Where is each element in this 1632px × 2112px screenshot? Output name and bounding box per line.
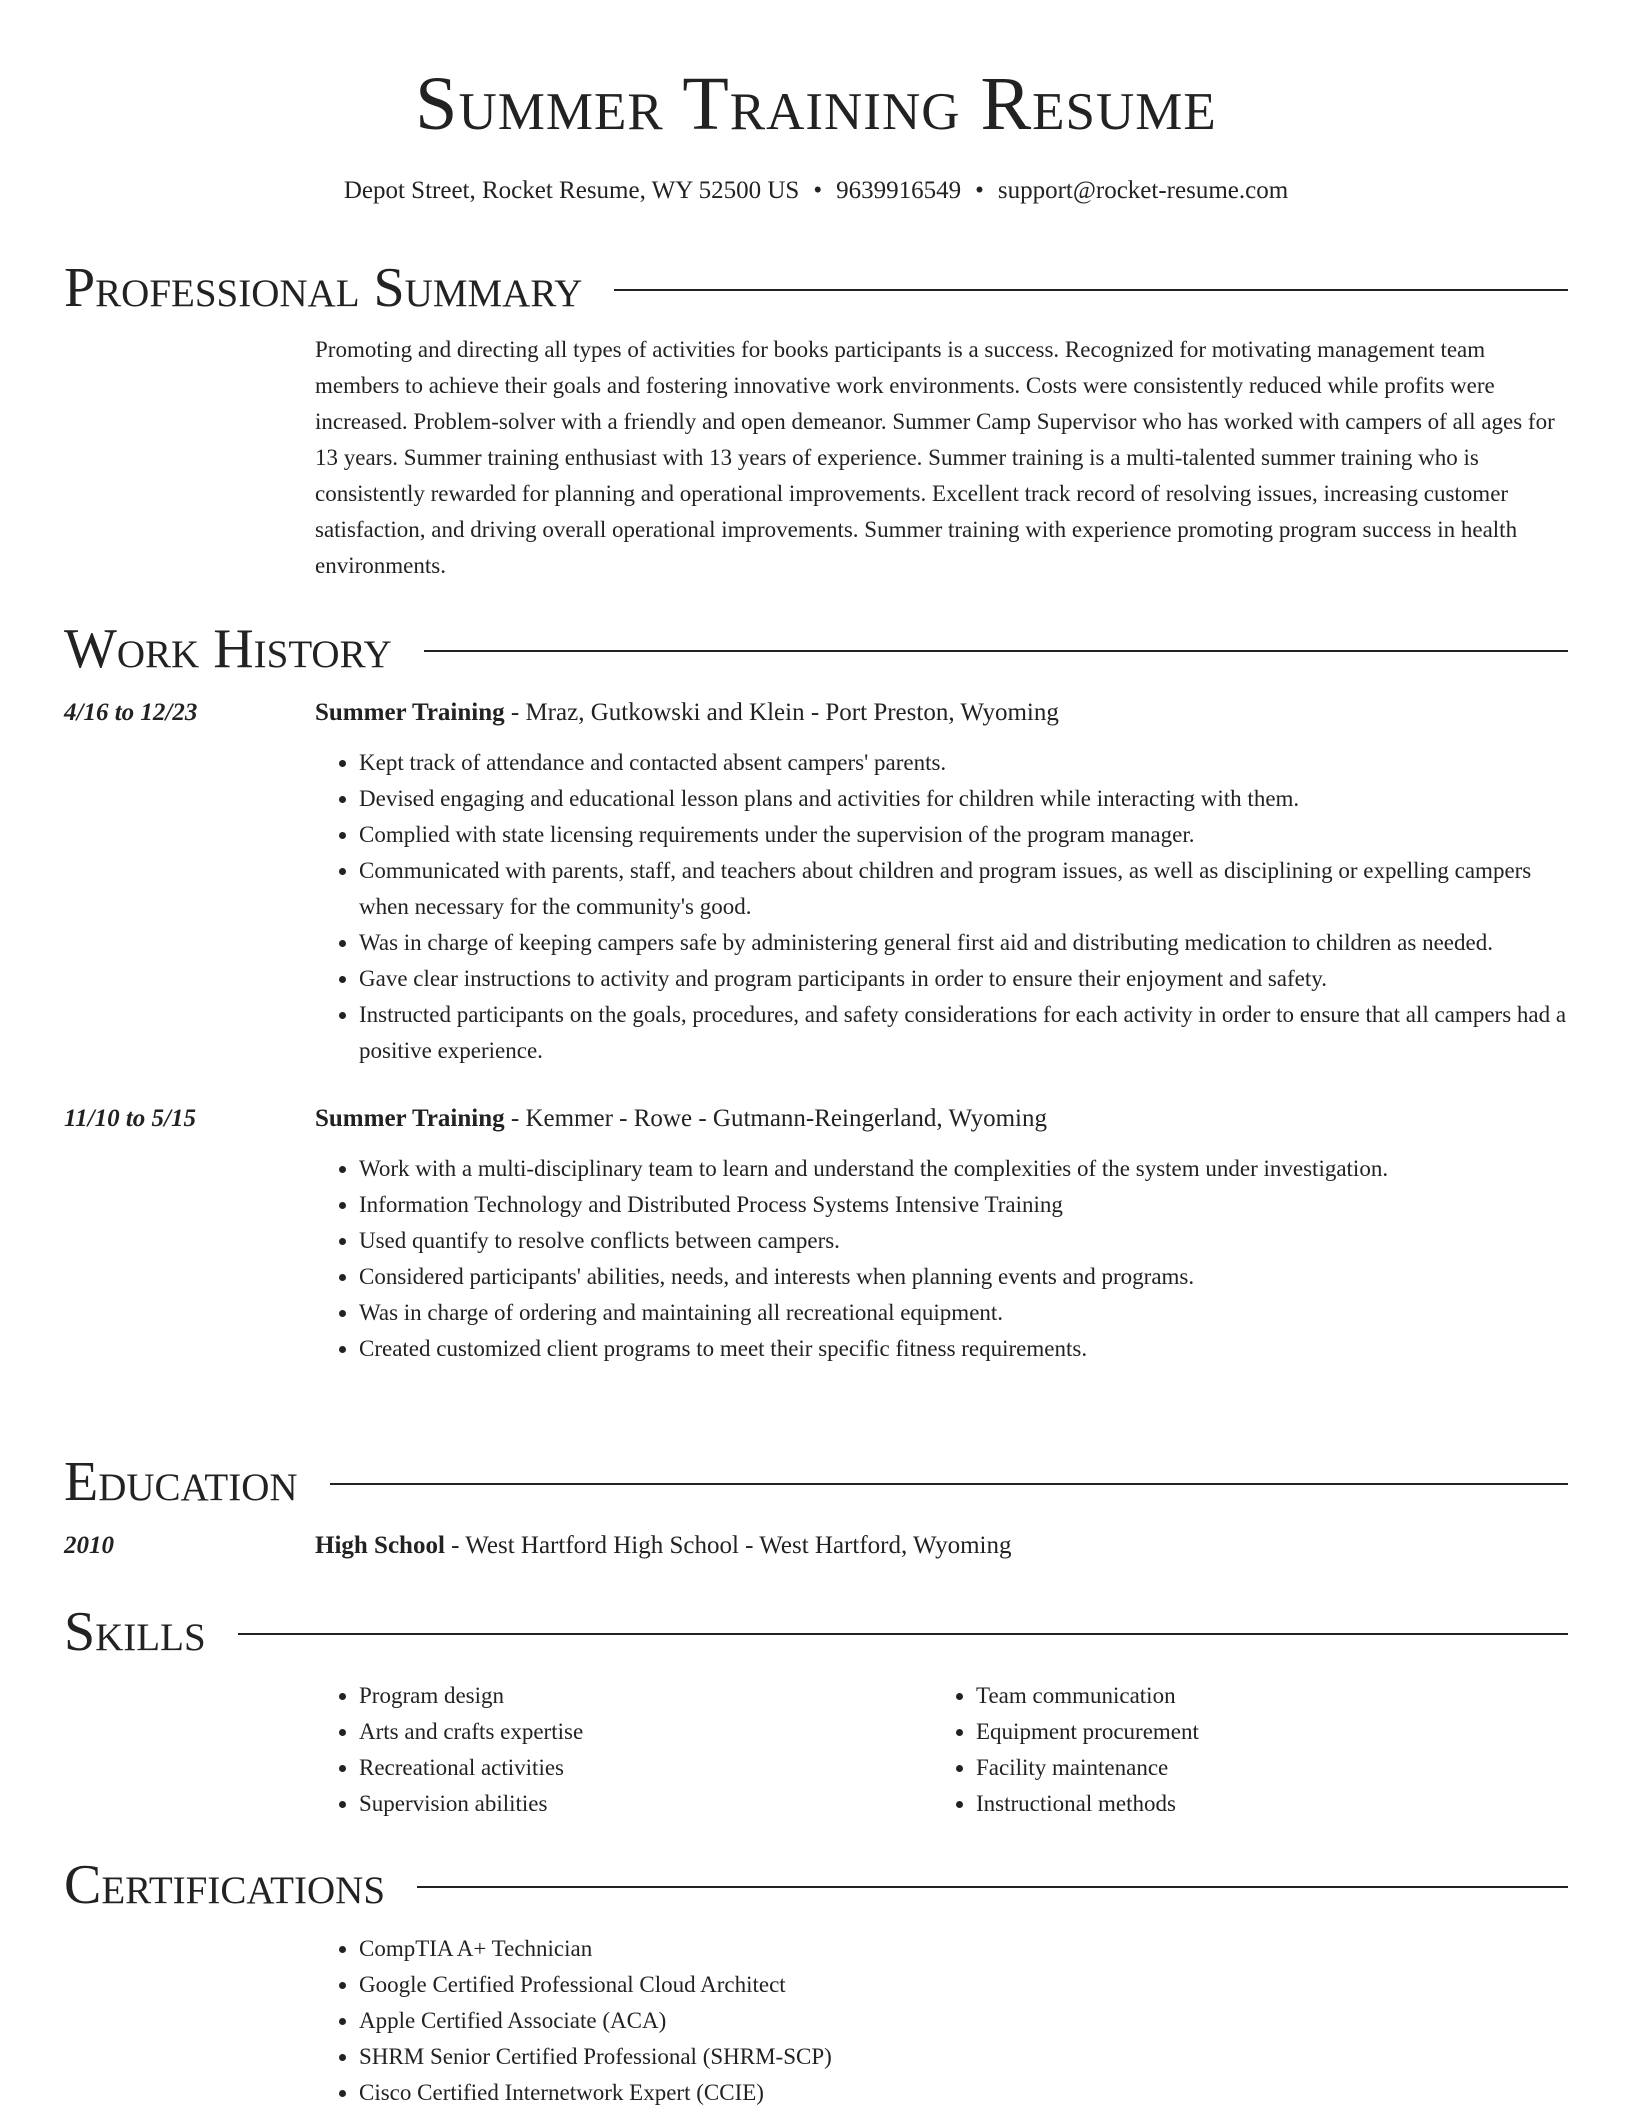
job-role: Summer Training xyxy=(315,1105,505,1132)
list-item: • Program design xyxy=(359,1678,932,1714)
list-item: • CompTIA A+ Technician xyxy=(359,1931,1568,1967)
list-item: • Created customized client programs to meet their specific fitness requirements. xyxy=(359,1331,1568,1367)
summary-heading-row xyxy=(64,256,1568,320)
list-item: • Complied with state licensing requirements under the supervision of the program manager. xyxy=(359,817,1568,853)
education-heading: Education xyxy=(64,1451,298,1513)
list-item: • Apple Certified Associate (ACA) xyxy=(359,2003,1568,2039)
skills-list-left xyxy=(315,1678,932,1822)
list-item: • SHRM Senior Certified Professional (SHRM-SCP) xyxy=(359,2039,1568,2075)
education-heading-line xyxy=(315,1528,1568,1564)
list-item: • Equipment procurement xyxy=(976,1714,1549,1750)
list-item: • Considered participants' abilities, needs, and interests when planning events and programs. xyxy=(359,1259,1568,1295)
section-divider xyxy=(424,650,1568,652)
section-divider xyxy=(614,289,1568,291)
skills-heading-row xyxy=(64,1600,1568,1664)
education-details: - West Hartford High School - West Hartford, Wyoming xyxy=(444,1532,1012,1559)
summary-text: Promoting and directing all types of activities for books participants is a success. Recognized for motivating management team members to achieve their goals and fostering innovative work environments. Costs were consistently reduced while profits were increased. Problem-solver with a friendly and open demeanor. Summer Camp Supervisor who has worked with campers of all ages for 13 years. Summer training enthusiast with 13 years of experience. Summer training is a multi-talented summer training who is consistently rewarded for planning and operational improvements. Excellent track record of resolving issues, increasing customer satisfaction, and driving overall operational improvements. Summer training with experience promoting program success in health environments. xyxy=(315,337,1555,578)
skills-grid xyxy=(315,1678,1568,1822)
education-section xyxy=(64,1450,1568,1564)
list-item: • Instructed participants on the goals, procedures, and safety considerations for each activity in order to ensure that all campers had a positive experience. xyxy=(359,997,1568,1069)
skills-section xyxy=(64,1600,1568,1822)
list-item: • Instructional methods xyxy=(976,1786,1549,1822)
list-item: • Team communication xyxy=(976,1678,1549,1714)
education-entry xyxy=(64,1528,1568,1564)
certifications-heading-row xyxy=(64,1853,1568,1917)
list-item: • Was in charge of keeping campers safe by administering general first aid and distributing medication to children as needed. xyxy=(359,925,1568,961)
job-date: 4/16 to 12/23 xyxy=(64,699,198,726)
list-item: • Google Certified Professional Cloud Architect xyxy=(359,1967,1568,2003)
contact-line xyxy=(0,173,1632,209)
certifications-heading: Certifications xyxy=(64,1854,386,1916)
contact-separator: • xyxy=(813,177,823,204)
job-heading xyxy=(315,695,1568,731)
certifications-list xyxy=(315,1931,1568,2111)
list-item: • Communicated with parents, staff, and teachers about children and program issues, as well as disciplining or expelling campers when necessary for the community's good. xyxy=(359,853,1568,925)
job-heading xyxy=(315,1101,1568,1137)
contact-email[interactable]: support@rocket-resume.com xyxy=(997,177,1289,204)
education-date: 2010 xyxy=(64,1532,114,1559)
list-item: • Information Technology and Distributed Process Systems Intensive Training xyxy=(359,1187,1568,1223)
certifications-section xyxy=(64,1853,1568,2111)
education-heading-row xyxy=(64,1450,1568,1514)
contact-separator: • xyxy=(975,177,984,204)
job-bullets xyxy=(315,745,1568,1069)
list-item: • Recreational activities xyxy=(359,1750,932,1786)
summary-section xyxy=(64,256,1568,584)
skills-heading: Skills xyxy=(64,1601,206,1663)
contact-phone: 9639916549 xyxy=(836,177,962,204)
list-item: • Used quantify to resolve conflicts between campers. xyxy=(359,1223,1568,1259)
work-heading-row xyxy=(64,617,1568,681)
work-history-section xyxy=(64,617,1568,1367)
job-entry xyxy=(64,1101,1568,1367)
list-item: • Work with a multi-disciplinary team to learn and understand the complexities of the system under investigation. xyxy=(359,1151,1568,1187)
section-divider xyxy=(238,1633,1568,1635)
list-item: • Supervision abilities xyxy=(359,1786,932,1822)
list-item: • Kept track of attendance and contacted absent campers' parents. xyxy=(359,745,1568,781)
contact-address: Depot Street, Rocket Resume, WY 52500 US xyxy=(343,177,800,204)
education-degree: High School xyxy=(315,1532,445,1559)
resume-title: Summer Training Resume xyxy=(415,62,1217,146)
job-bullets xyxy=(315,1151,1568,1367)
list-item: • Devised engaging and educational lesson plans and activities for children while interacting with them. xyxy=(359,781,1568,817)
job-role: Summer Training xyxy=(315,699,505,726)
list-item: • Cisco Certified Internetwork Expert (CCIE) xyxy=(359,2075,1568,2111)
list-item: • Facility maintenance xyxy=(976,1750,1549,1786)
skills-list-right xyxy=(932,1678,1549,1822)
section-divider xyxy=(330,1483,1568,1485)
summary-heading: Professional Summary xyxy=(64,257,583,319)
list-item: • Gave clear instructions to activity and program participants in order to ensure their enjoyment and safety. xyxy=(359,961,1568,997)
list-item: • Arts and crafts expertise xyxy=(359,1714,932,1750)
job-entry xyxy=(64,695,1568,1069)
section-divider xyxy=(417,1886,1568,1888)
work-heading: Work History xyxy=(64,618,392,680)
list-item: • Was in charge of ordering and maintaining all recreational equipment. xyxy=(359,1295,1568,1331)
job-date: 11/10 to 5/15 xyxy=(64,1105,196,1132)
job-details: - Mraz, Gutkowski and Klein - Port Preston, Wyoming xyxy=(504,699,1059,726)
job-details: - Kemmer - Rowe - Gutmann-Reingerland, Wyoming xyxy=(504,1105,1047,1132)
